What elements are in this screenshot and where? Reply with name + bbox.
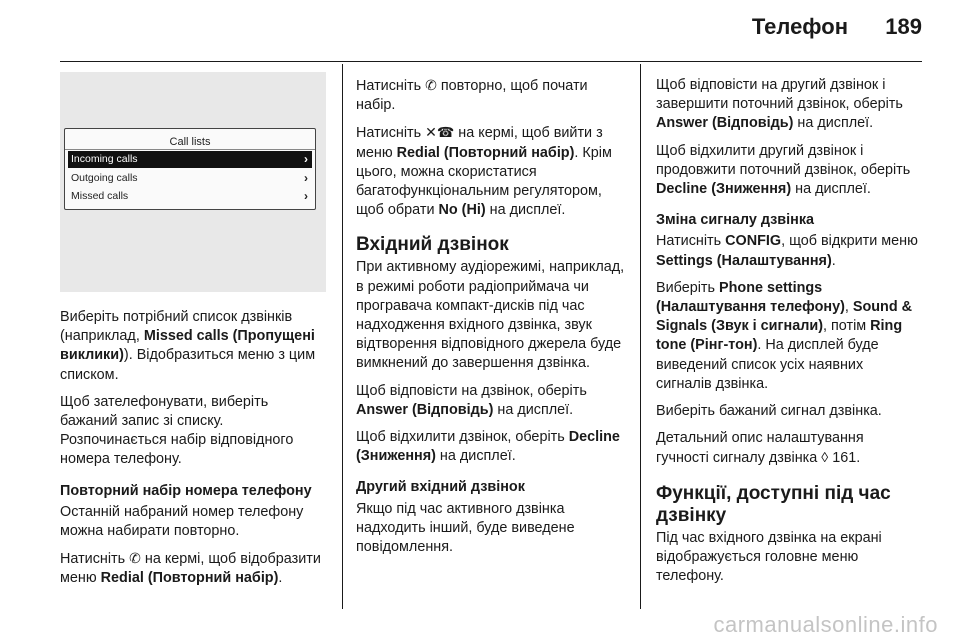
paragraph: Натисніть CONFIG, щоб відкрити меню Settings (Налаштування). (656, 233, 918, 269)
paragraph: Натисніть ✕☎ на кермі, щоб вийти з меню Redial (Повторний набір). Крім цього, можна скористатися багатофункціональним регулятором, щоб обрати No (Ні) на дисплеї. (356, 124, 612, 219)
mute-hangup-icon: ✕☎ (425, 124, 455, 141)
paragraph: Виберіть бажаний сигнал дзвінка. (656, 403, 882, 420)
column-divider (342, 64, 343, 609)
screen-divider (65, 149, 315, 150)
list-item (68, 151, 312, 168)
header-divider (60, 61, 922, 62)
section-heading: Повторний набір номера телефону (60, 482, 312, 499)
paragraph: Щоб зателефонувати, виберіть бажаний запис зі списку. Розпочинається набір відповідного номера телефону. (60, 393, 294, 468)
display-screen (64, 128, 316, 210)
paragraph: Натисніть ✆ повторно, щоб почати набір. (356, 77, 588, 114)
column-divider (640, 64, 641, 609)
page-reference-icon: ◊ (821, 449, 829, 466)
paragraph: Виберіть потрібний список дзвінків (наприклад, Missed calls (Пропущені виклики)). Відобразиться меню з цим списком. (60, 309, 316, 383)
paragraph: Щоб відхилити другий дзвінок і продовжити поточний дзвінок, оберіть Decline (Зниження) на дисплеї. (656, 142, 911, 198)
chevron-right-icon: › (304, 189, 308, 203)
paragraph: Щоб відповісти на другий дзвінок і завершити поточний дзвінок, оберіть Answer (Відповідь) на дисплеї. (656, 77, 903, 132)
list-item-label: Incoming calls (71, 153, 138, 165)
column-1 (60, 72, 326, 597)
paragraph: Під час вхідного дзвінка на екрані відображується головне меню телефону. (656, 529, 882, 585)
list-item-label: Outgoing calls (71, 172, 138, 184)
screen-title: Call lists (169, 136, 211, 148)
paragraph: Останній набраний номер телефону можна набирати повторно. (60, 503, 304, 540)
watermark: carmanualsonline.info (713, 612, 938, 637)
paragraph: Натисніть ✆ на кермі, щоб відобразити меню Redial (Повторний набір). (60, 550, 321, 587)
list-item (68, 188, 312, 205)
chevron-right-icon: › (304, 152, 308, 166)
paragraph: При активному аудіорежимі, наприклад, в режимі роботи радіоприймача чи програвача компакт-дисків під час надходження вхідного дзвінка, звук відтворення відповідного джерела буде вимкнений до завершення дзвінка. (356, 259, 625, 372)
phone-icon: ✆ (129, 550, 141, 567)
section-heading: Другий вхідний дзвінок (356, 479, 525, 496)
paragraph: Щоб відхилити дзвінок, оберіть Decline (Зниження) на дисплеї. (356, 429, 620, 465)
chevron-right-icon: › (304, 171, 308, 185)
column-2 (356, 76, 628, 565)
section-heading: Вхідний дзвінок (356, 234, 509, 256)
paragraph: Детальний опис налаштування гучності сигналу дзвінка ◊ 161. (656, 430, 864, 467)
section-heading: Функції, доступні під час дзвінку (656, 482, 891, 526)
phone-icon: ✆ (425, 77, 437, 93)
page-reference[interactable]: 161 (832, 450, 857, 467)
column-3 (656, 76, 920, 594)
paragraph: Якщо під час активного дзвінка надходить інший, буде виведене повідомлення. (356, 500, 575, 556)
list-item-label: Missed calls (71, 190, 129, 202)
paragraph: Щоб відповісти на дзвінок, оберіть Answer (Відповідь) на дисплеї. (356, 382, 587, 418)
list-item (68, 170, 312, 187)
section-heading: Зміна сигналу дзвінка (656, 212, 815, 229)
paragraph: Виберіть Phone settings (Налаштування телефону), Sound & Signals (Звук і сигнали), потім Ring tone (Рінг-тон). На дисплей буде виведений список усіх наявних сигналів дзвінка. (656, 279, 913, 392)
page-number: 189 (885, 14, 922, 39)
page-header-title: Телефон (751, 14, 848, 39)
call-lists-screenshot (60, 72, 326, 292)
